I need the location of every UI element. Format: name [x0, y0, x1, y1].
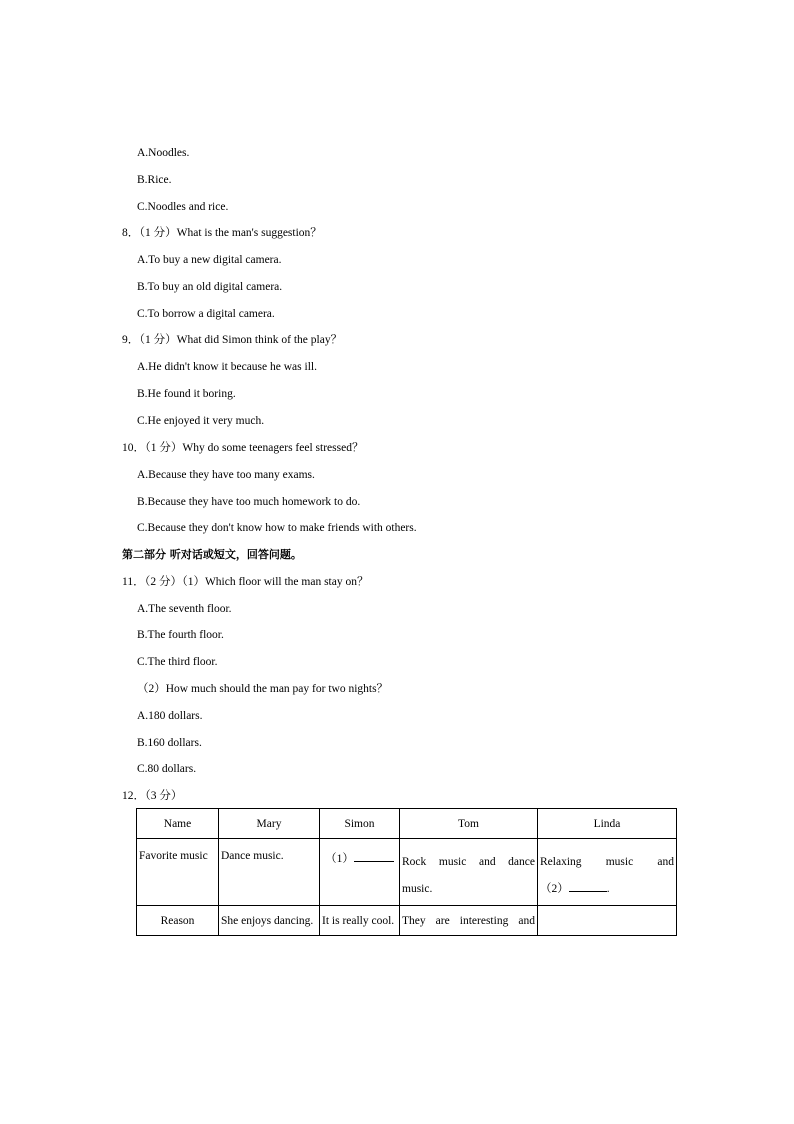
blank-1[interactable]	[354, 849, 394, 862]
q11-1-option-c: C.The third floor.	[137, 656, 218, 668]
q11-2-option-b: B.160 dollars.	[137, 737, 202, 749]
q11-2-option-c: C.80 dollars.	[137, 763, 197, 775]
music-table	[136, 808, 677, 936]
q12-stem: 12．（3 分）	[122, 790, 183, 802]
q8-option-a: A.To buy a new digital camera.	[137, 254, 282, 266]
linda-favorite-line1: Relaxing music and	[540, 856, 674, 868]
q11-stem: 11．（2 分）（1）Which floor will the man stay on？	[122, 576, 369, 588]
header-simon: Simon	[320, 809, 400, 839]
q7-option-b: B.Rice.	[137, 174, 172, 186]
tom-favorite-line1: Rock music and dance	[402, 856, 535, 868]
mary-reason: She enjoys dancing.	[219, 906, 320, 936]
blank-2-label: （2）	[540, 883, 569, 895]
table-header-row	[137, 809, 677, 839]
table-row	[137, 839, 677, 906]
row-label-favorite-music: Favorite music	[137, 839, 219, 906]
simon-favorite	[320, 839, 400, 906]
header-linda: Linda	[538, 809, 677, 839]
header-name: Name	[137, 809, 219, 839]
q10-option-b: B.Because they have too much homework to do.	[137, 496, 361, 508]
table-row	[137, 906, 677, 936]
q9-option-b: B.He found it boring.	[137, 388, 236, 400]
section-2-title: 第二部分 听对话或短文，回答问题。	[122, 548, 302, 561]
linda-favorite	[538, 839, 677, 906]
blank-1-label: （1）	[325, 853, 354, 865]
blank-2[interactable]	[569, 879, 607, 892]
q8-stem: 8．（1 分）What is the man's suggestion？	[122, 227, 322, 239]
q10-stem: 10．（1 分）Why do some teenagers feel stressed？	[122, 442, 364, 454]
tom-favorite	[400, 839, 538, 906]
simon-reason: It is really cool.	[320, 906, 400, 936]
q11-2-stem: （2）How much should the man pay for two nights？	[137, 683, 389, 695]
header-tom: Tom	[400, 809, 538, 839]
q8-option-b: B.To buy an old digital camera.	[137, 281, 283, 293]
linda-favorite-end: .	[606, 883, 610, 895]
tom-reason-text: They are interesting and	[402, 914, 535, 927]
q10-option-a: A.Because they have too many exams.	[137, 469, 315, 481]
q9-option-a: A.He didn't know it because he was ill.	[137, 361, 317, 373]
linda-reason	[538, 906, 677, 936]
q10-option-c: C.Because they don't know how to make friends with others.	[137, 522, 417, 534]
tom-reason	[400, 906, 538, 936]
q11-1-option-a: A.The seventh floor.	[137, 603, 232, 615]
mary-favorite: Dance music.	[219, 839, 320, 906]
row-label-reason: Reason	[137, 906, 219, 936]
q11-2-option-a: A.180 dollars.	[137, 710, 203, 722]
tom-favorite-line2: music.	[402, 883, 433, 895]
q8-option-c: C.To borrow a digital camera.	[137, 308, 275, 320]
header-mary: Mary	[219, 809, 320, 839]
q9-option-c: C.He enjoyed it very much.	[137, 415, 265, 427]
q11-1-option-b: B.The fourth floor.	[137, 629, 224, 641]
q7-option-c: C.Noodles and rice.	[137, 201, 229, 213]
q9-stem: 9．（1 分）What did Simon think of the play？	[122, 334, 343, 346]
q7-option-a: A.Noodles.	[137, 147, 190, 159]
